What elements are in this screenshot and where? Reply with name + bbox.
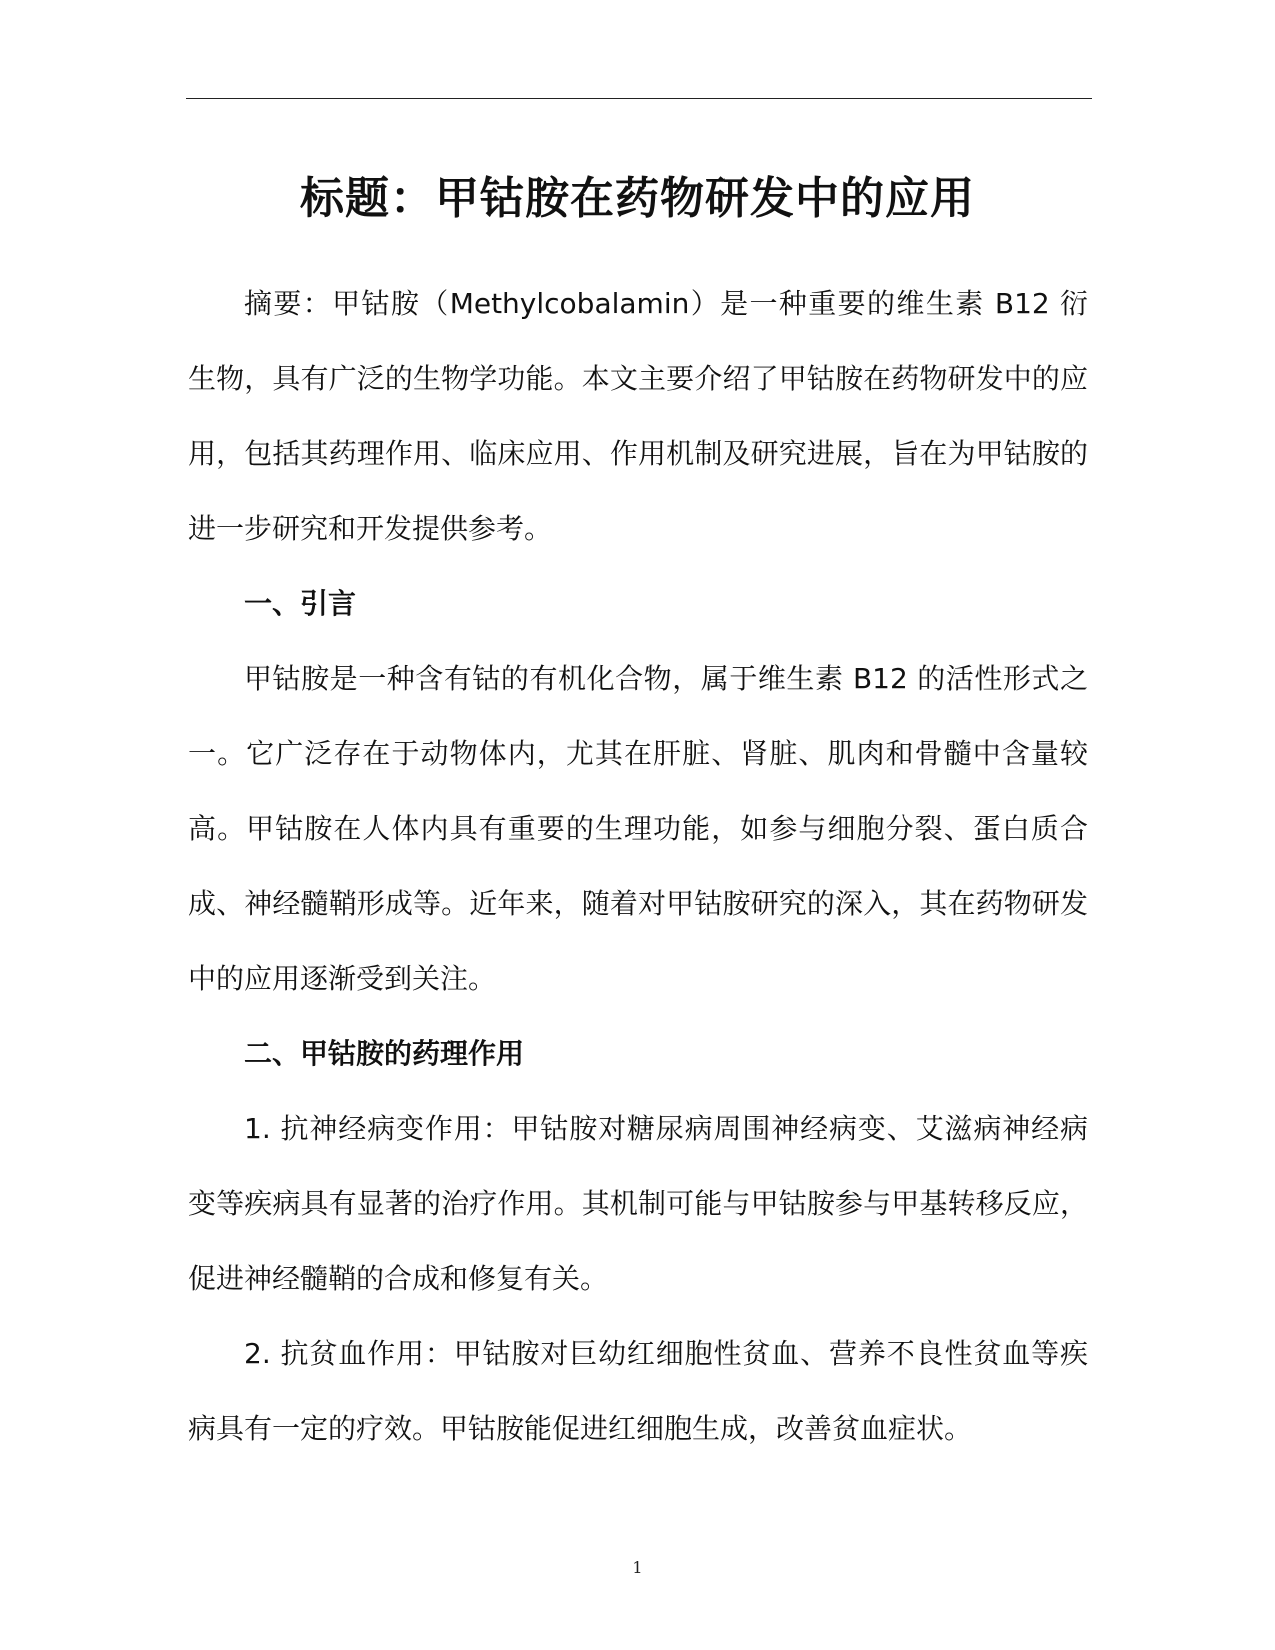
document-title: 标题：甲钴胺在药物研发中的应用 [300, 173, 975, 224]
section-heading-pharmacology: 二、甲钴胺的药理作用 [244, 1037, 525, 1070]
document-body [188, 266, 1088, 1466]
pharmacology-item-1: 1. 抗神经病变作用：甲钴胺对糖尿病周围神经病变、艾滋病神经病变等疾病具有显著的治疗作用。其机制可能与甲钴胺参与甲基转移反应，促进神经髓鞘的合成和修复有关。 [188, 1112, 1088, 1295]
header-rule [186, 98, 1092, 99]
abstract-paragraph: 摘要：甲钴胺（Methylcobalamin）是一种重要的维生素 B12 衍生物，具有广泛的生物学功能。本文主要介绍了甲钴胺在药物研发中的应用，包括其药理作用、临床应用、作用机制及研究进展，旨在为甲钴胺的进一步研究和开发提供参考。 [188, 287, 1088, 545]
section-heading-intro: 一、引言 [244, 587, 357, 620]
pharmacology-item-2: 2. 抗贫血作用：甲钴胺对巨幼红细胞性贫血、营养不良性贫血等疾病具有一定的疗效。甲钴胺能促进红细胞生成，改善贫血症状。 [188, 1337, 1088, 1445]
intro-paragraph: 甲钴胺是一种含有钴的有机化合物，属于维生素 B12 的活性形式之一。它广泛存在于动物体内，尤其在肝脏、肾脏、肌肉和骨髓中含量较高。甲钴胺在人体内具有重要的生理功能，如参与细胞分裂、蛋白质合成、神经髓鞘形成等。近年来，随着对甲钴胺研究的深入，其在药物研发中的应用逐渐受到关注。 [188, 662, 1088, 995]
page-number: 1 [632, 1558, 643, 1577]
